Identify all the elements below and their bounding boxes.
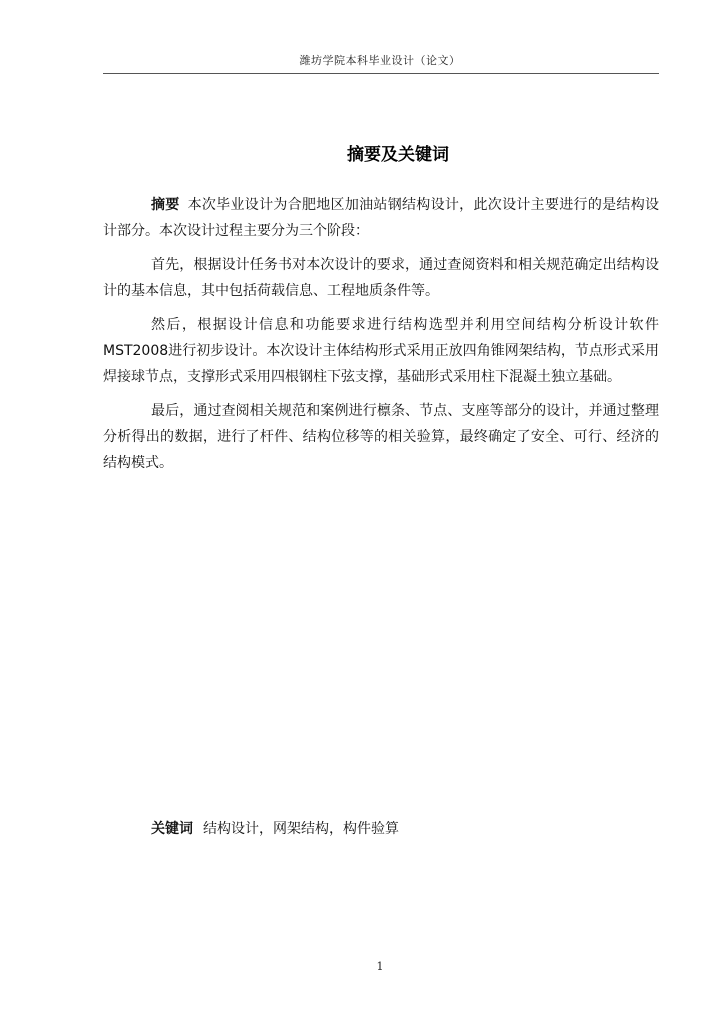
abstract-paragraph-2: 首先，根据设计任务书对本次设计的要求，通过查阅资料和相关规范确定出结构设计的基本信息，其中包括荷载信息、工程地质条件等。 (103, 257, 659, 299)
page-number: 1 (376, 960, 384, 973)
keywords-label: 关键词 (151, 821, 193, 837)
abstract-paragraph-3: 然后，根据设计信息和功能要求进行结构选型并利用空间结构分析设计软件MST2008进行初步设计。本次设计主体结构形式采用正放四角锥网架结构，节点形式采用焊接球节点，支撑形式采用四根钢柱下弦支撑，基础形式采用柱下混凝土独立基础。 (103, 317, 659, 385)
running-header: 潍坊学院本科毕业设计（论文） (299, 54, 461, 67)
keywords-line (151, 816, 399, 842)
abstract-paragraph-4: 最后，通过查阅相关规范和案例进行檩条、节点、支座等部分的设计，并通过整理分析得出的数据，进行了杆件、结构位移等的相关验算，最终确定了安全、可行、经济的结构模式。 (103, 403, 659, 471)
abstract-paragraph-1 (103, 192, 659, 244)
header-divider (103, 73, 659, 74)
abstract-label: 摘要 (151, 197, 180, 213)
keywords-text: 结构设计，网架结构，构件验算 (203, 821, 399, 837)
abstract-body (103, 192, 659, 484)
page-title: 摘要及关键词 (347, 145, 449, 165)
abstract-paragraph-text: 本次毕业设计为合肥地区加油站钢结构设计，此次设计主要进行的是结构设计部分。本次设计过程主要分为三个阶段： (103, 197, 660, 239)
